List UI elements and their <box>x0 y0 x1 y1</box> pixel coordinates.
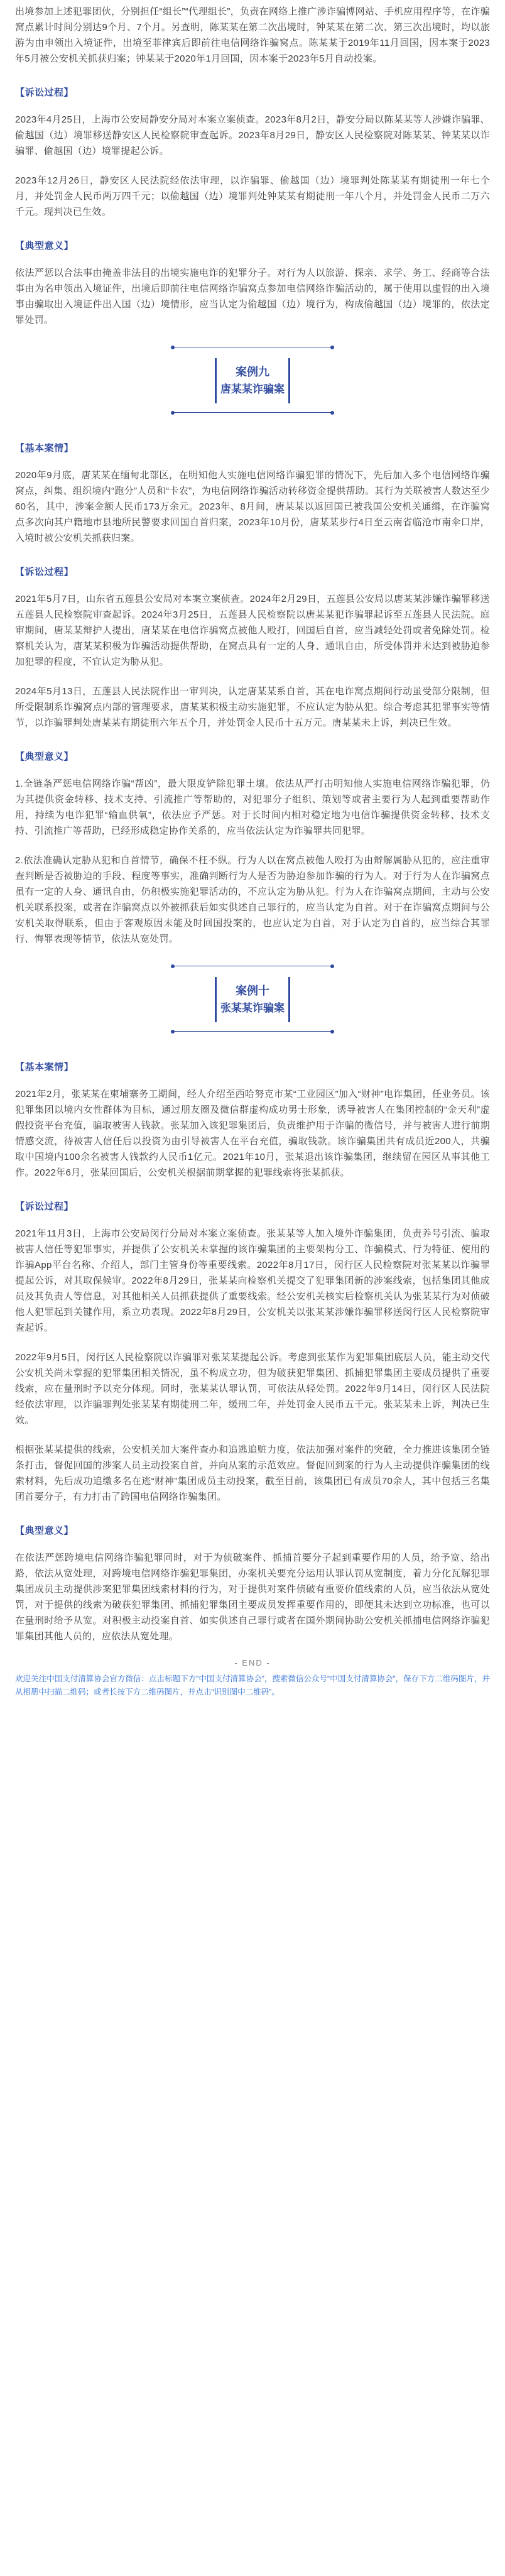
paragraph: 2023年12月26日，静安区人民法院经依法审理，以诈骗罪、偷越国（边）境罪判处陈某某有期徒刑一年七个月，并处罚金人民币两万四千元；以偷越国（边）境罪判处钟某某有期徒刑一年八个月，并处罚金人民币二万六千元。现判决已生效。 <box>15 175 490 217</box>
section-label-basic: 【基本案情】 <box>15 443 74 454</box>
case10-header <box>171 966 334 1034</box>
paragraph: 出境参加上述犯罪团伙，分别担任“组长”“代理组长”，负责在网络上推广涉诈骗博网站、手机应用程序等，在诈骗窝点累计时间分别达9个月、7个月。另查明，陈某某在第二次出境时，钟某某在第二次、第三次出境时，均以旅游为由申领出入境证件，出境至菲律宾后即前往电信网络诈骗窝点。陈某某于2019年11月回国，因本案于2023年5月被公安机关抓获归案；钟某某于2020年1月回国，因本案于2023年5月自动投案。 <box>15 6 490 64</box>
case8-section <box>15 80 490 328</box>
dot-icon <box>171 964 175 968</box>
paragraph: 2021年11月3日，上海市公安局闵行分局对本案立案侦查。张某某等人加入境外诈骗集团，负责养号引流、骗取被害人信任等犯罪事实，并提供了公安机关未掌握的该诈骗集团的主要架构分工、诈骗模式、行为特征、使用的诈骗App平台名称、介绍人，部门主管身份等重要线索。2022年8月17日，闵行区人民检察院对张某某以诈骗罪提起公诉，对其取保候审。2022年8月29日，张某某向检察机关提交了犯罪集团新的涉案线索，包括集团其他成员及其负责人等信息，对其他相关人员抓获提供了重要线索。经公安机关核实后检察机关认为张某某行为对侦破他人犯罪起到关键作用，系立功表现。2022年8月29日，公安机关以张某某涉嫌诈骗罪移送闵行区人民检察院审查起诉。 <box>15 1228 490 1333</box>
paragraph: 2.依法准确认定胁从犯和自首情节，确保不枉不纵。行为人以在窝点被他人殴打为由辩解属胁从犯的，应注重审查判断是否被胁迫的手段、程度等事实，准确判断行为人是否为胁迫参加诈骗的行为人。对于行为人在诈骗窝点虽有一定的人身、通讯自由，仍积极实施犯罪活动的，不应认定为胁从犯。行为人在诈骗窝点期间，主动与公安机关联系投案，或者在诈骗窝点以外被抓获后如实供述自己罪行的，应当认定为自首。对于在诈骗窝点期间与公安机关取得联系，但由于客观原因未能及时回国投案的，也应认定为自首，对于认定为自首的，应当综合其罪行、悔罪表现等情节，依法从宽处罚。 <box>15 855 490 944</box>
paragraph: 2021年2月，张某某在柬埔寨务工期间，经人介绍至西哈努克市某“工业园区”加入“财神”电诈集团，任业务员。该犯罪集团以境内女性群体为目标，通过朋友圈及微信群虚构成功男士形象，诱导被害人在集团控制的“金天利”虚假投资平台充值，骗取被害人钱款。张某加入该犯罪集团后，负责维护用于诈骗的微信号，并与被害人进行前期情感交流，待被害人信任后以投资为由引导被害人在平台充值，骗取钱款。该诈骗集团共有成员近200人，共骗取中国境内100余名被害人钱款约人民币1亿元。2021年10月，张某退出该诈骗集团，继续留在园区从事其他工作。2022年6月，张某回国后，公安机关根据前期掌握的犯罪线索将张某抓获。 <box>15 1089 490 1178</box>
section-label-significance: 【典型意义】 <box>15 1525 74 1536</box>
case-number: 案例十 <box>236 985 269 997</box>
paragraph: 1.全链条严惩电信网络诈骗“帮凶”，最大限度铲除犯罪土壤。依法从严打击明知他人实施电信网络诈骗犯罪，仍为其提供资金转移、技术支持、引流推广等帮助的，对犯罪分子组织、策划等或者主要行为人起到重要帮助作用，持续为电诈犯罪“输血供氧”，依法应予严惩。对于长时间内相对稳定地为电信诈骗提供资金转移、技术支持、引流推广等帮助，已经形成稳定协作关系的，应当依法认定为诈骗罪共同犯罪。 <box>15 778 490 836</box>
dot-icon <box>171 411 175 415</box>
intro-section <box>15 4 490 67</box>
dot-icon <box>330 964 334 968</box>
dot-icon <box>330 346 334 349</box>
dot-icon <box>330 411 334 415</box>
section-label-proceedings: 【诉讼过程】 <box>15 87 74 98</box>
section-label-proceedings: 【诉讼过程】 <box>15 1201 74 1212</box>
paragraph: 在依法严惩跨境电信网络诈骗犯罪同时，对于为侦破案件、抓捕首要分子起到重要作用的人员，给予宽、给出路，依法从宽处理，对跨境电信网络诈骗犯罪集团，办案机关要充分运用认罪认罚从宽制度，着力分化瓦解犯罪集团成员主动提供涉案犯罪集团线索材料的行为，对于提供对案件侦破有重要价值线索的人员，应当依法从宽处罚，对于提供的线索为破获犯罪集团、抓捕犯罪集团主要成员发挥重要作用的，即便其未达到立功标准，也可以在量刑时给予从宽。对积极主动投案自首、如实供述自己罪行或者在国外期间协助公安机关抓捕电信网络诈骗犯罪集团其他人员的，应依法从宽处理。 <box>15 1553 490 1642</box>
paragraph: 2020年9月底，唐某某在缅甸北部区，在明知他人实施电信网络诈骗犯罪的情况下，先后加入多个电信网络诈骗窝点，纠集、组织境内“跑分”人员和“卡农”，为电信网络诈骗活动转移资金提供帮助。其行为关联被害人数达至少60名，其中，涉案金额人民币173万余元。2023年、8月间，唐某某以返回国已被我国公安机关通缉，在诈骗窝点多次向其户籍地市县地所民警要求回国自首归案，2023年10月份，唐某某步行4日至云南省临沧市南伞口岸，入境时被公安机关抓获归案。 <box>15 470 490 543</box>
case-title: 张某某诈骗案 <box>220 1002 285 1014</box>
paragraph: 2023年4月25日，上海市公安局静安分局对本案立案侦查。2023年8月2日，静安分局以陈某某等人涉嫌诈骗罪、偷越国（边）境罪移送静安区人民检察院审查起诉。2023年8月29日，静安区人民检察院对陈某某、钟某某以诈骗罪、偷越国（边）境罪提起公诉。 <box>15 114 490 156</box>
section-label-significance: 【典型意义】 <box>15 241 74 251</box>
dot-icon <box>171 1030 175 1034</box>
follow-notice: 欢迎关注中国支付清算协会官方微信：点击标题下方“中国支付清算协会”，搜索微信公众号“中国支付清算协会”，保存下方二维码图片，并从相册中扫描二维码；或者长按下方二维码图片，并点击“识别图中二维码”。 <box>15 1674 490 1696</box>
dot-icon <box>171 346 175 349</box>
paragraph: 2022年9月5日，闵行区人民检察院以诈骗罪对张某某提起公诉。考虑到张某作为犯罪集团底层人员，能主动交代公安机关尚未掌握的犯罪集团相关情况，虽不构成立功，但为破获犯罪集团、抓捕犯罪集团主要成员提供了重要线索，应在量刑时予以充分体现。同时，张某某认罪认罚，可依法从轻处罚。2022年9月14日，闵行区人民法院经依法审理，以诈骗罪判处张某某有期徒刑二年，缓刑二年，并处罚金人民币五千元。张某某未上诉，判决已生效。 <box>15 1352 490 1426</box>
case10-section <box>15 1055 490 1644</box>
case-number: 案例九 <box>236 366 269 378</box>
section-label-basic: 【基本案情】 <box>15 1062 74 1072</box>
section-label-significance: 【典型意义】 <box>15 751 74 762</box>
paragraph: 根据张某某提供的线索，公安机关加大案件查办和追逃追赃力度，依法加强对案件的突破，全力推进该集团全链条打击，督促回国的涉案人员主动投案自首，并向从案的示范效应。督促回到案的行为人主动提供诈骗集团的线索材料，先后成功追缴多名在逃“财神”集团成员主动投案，截至目前，该集团已有成员70余人，其中包括三名集团首要分子，有力打击了跨国电信网络诈骗集团。 <box>15 1444 490 1502</box>
paragraph: 2024年5月13日，五莲县人民法院作出一审判决，认定唐某某系自首，其在电诈窝点期间行动虽受部分限制，但所受限制系诈骗窝点内部的管理要求，唐某某积极主动实施犯罪，不应认定为胁从犯。综合考虑其犯罪事实等情节，以诈骗罪判处唐某某有期徒刑六年五个月，并处罚金人民币十五万元。唐某某未上诉，判决已生效。 <box>15 686 490 728</box>
case9-header <box>171 347 334 415</box>
case9-section <box>15 436 490 947</box>
end-mark: - END - <box>234 1658 271 1667</box>
dot-icon <box>330 1030 334 1034</box>
paragraph: 依法严惩以合法事由掩盖非法目的出境实施电诈的犯罪分子。对行为人以旅游、探亲、求学、务工、经商等合法事由为名申领出入境证件，出境后即前往电信网络诈骗窝点参加电信网络诈骗活动的，属于使用以虚假的出入境事由骗取出入境证件出入国（边）境情形，应当认定为偷越国（边）境行为，构成偷越国（边）境罪的，依法定罪处罚。 <box>15 268 490 325</box>
paragraph: 2021年5月7日，山东省五莲县公安局对本案立案侦查。2024年2月29日，五莲县公安局以唐某某涉嫌诈骗罪移送五莲县人民检察院审查起诉。2024年3月25日，五莲县人民检察院以唐某某犯诈骗罪起诉至五莲县人民法院。庭审期间，唐某某辩护人提出，唐某某在电信诈骗窝点被他人殴打，回国后自首，应当减轻处罚或者免除处罚。检察机关认为，唐某某积极为诈骗活动提供帮助，在窝点具有一定的人身、通讯自由，所受体罚并未达到被胁迫参加犯罪的程度，不宜认定为胁从犯。 <box>15 594 490 667</box>
section-label-proceedings: 【诉讼过程】 <box>15 567 74 577</box>
case-title: 唐某某诈骗案 <box>220 383 285 395</box>
